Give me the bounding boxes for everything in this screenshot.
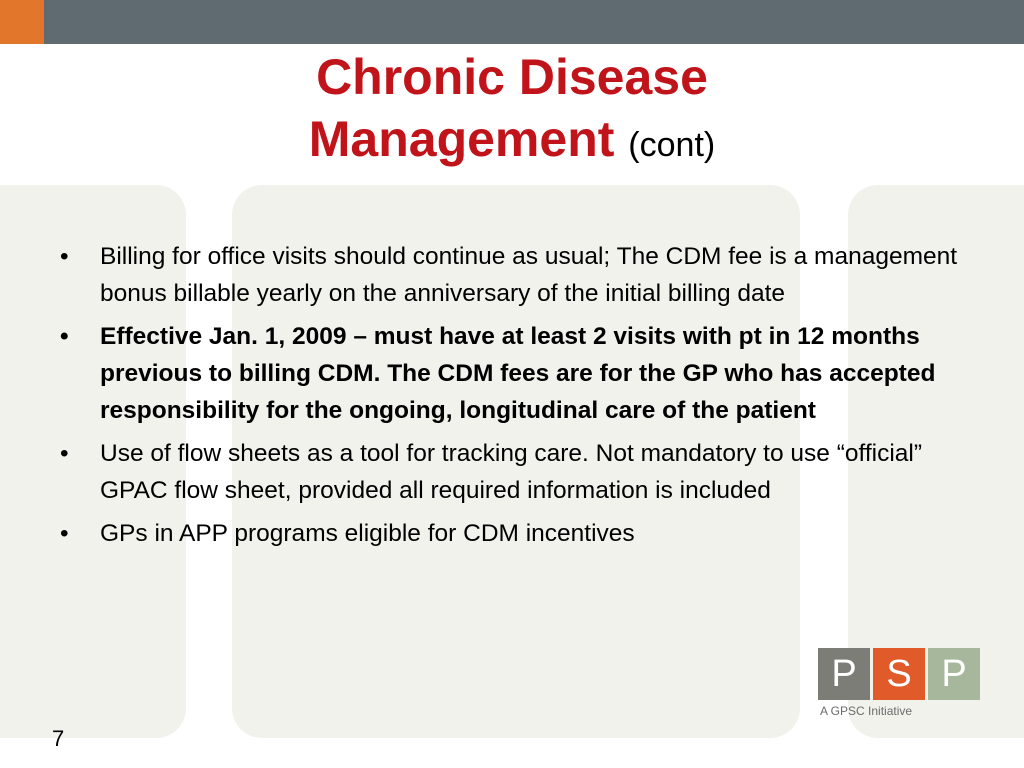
title-line-2-main: Management <box>308 111 615 167</box>
title-line-2-sub: (cont) <box>628 126 716 164</box>
title-line-1: Chronic Disease <box>316 49 708 105</box>
bullet-icon: • <box>60 243 69 270</box>
logo-letter-p-first: P <box>818 648 870 700</box>
bullet-icon: • <box>60 520 69 547</box>
bullet-icon: • <box>60 323 69 350</box>
bullet-text: GPs in APP programs eligible for CDM incentives <box>100 520 635 547</box>
bullet-item <box>60 238 960 312</box>
bullet-text: Effective Jan. 1, 2009 – must have at least 2 visits with pt in 12 months previous to billing CDM. The CDM fees are for the GP who has accepted responsibility for the ongoing, longitudinal care of the patient <box>100 323 936 424</box>
logo-letter-p-second: P <box>928 648 980 700</box>
logo-letters <box>818 648 986 700</box>
logo-letter-s: S <box>873 648 925 700</box>
top-bar-accent <box>0 0 44 44</box>
page-number: 7 <box>52 726 65 751</box>
bullet-list <box>60 238 960 558</box>
psp-logo <box>818 648 986 718</box>
bullet-text: Use of flow sheets as a tool for tracking care. Not mandatory to use “official” GPAC flow sheet, provided all required information is included <box>100 440 923 504</box>
bullet-item <box>60 318 960 429</box>
bullet-item <box>60 515 960 552</box>
bullet-text: Billing for office visits should continue as usual; The CDM fee is a management bonus billable yearly on the anniversary of the initial billing date <box>100 243 958 307</box>
slide-title <box>0 46 1024 176</box>
bullet-item <box>60 435 960 509</box>
bullet-icon: • <box>60 440 69 467</box>
logo-tagline: A GPSC Initiative <box>820 704 913 718</box>
top-bar <box>0 0 1024 44</box>
